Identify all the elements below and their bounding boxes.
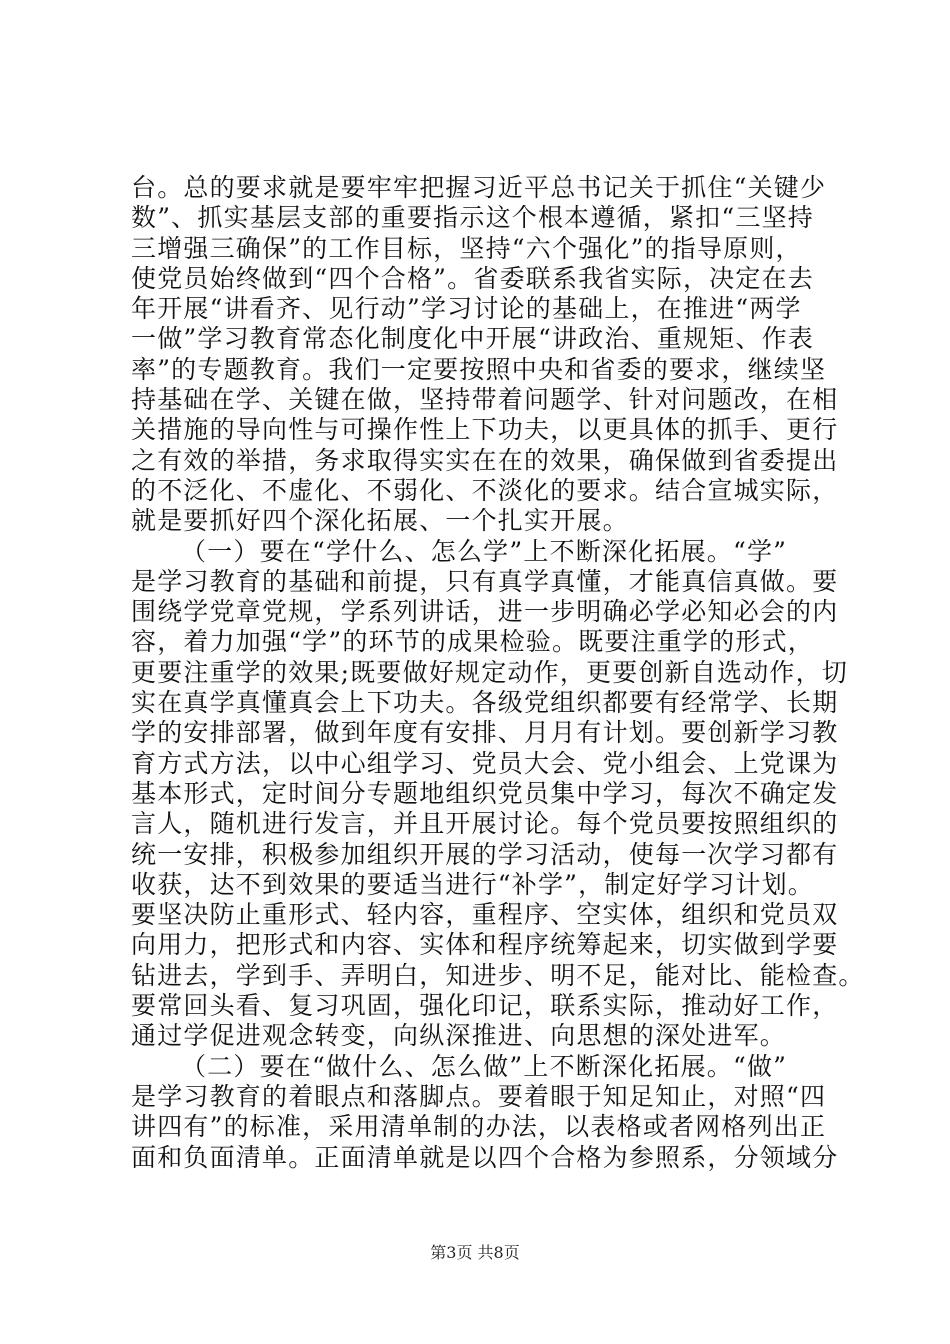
- text-line: 关措施的导向性与可操作性上下功夫，以更具体的抓手、更行: [131, 415, 839, 445]
- text-line: 要常回头看、复习巩固，强化印记，联系实际，推动好工作，: [131, 991, 839, 1021]
- page-number: 第3页 共8页: [430, 1243, 520, 1262]
- text-line: 就是要抓好四个深化拓展、一个扎实开展。: [131, 506, 629, 536]
- text-line: 容，着力加强“学”的环节的成果检验。既要注重学的形式，: [131, 627, 814, 657]
- text-line: 的不泛化、不虚化、不弱化、不淡化的要求。结合宣城实际，: [131, 475, 839, 505]
- text-line: 使党员始终做到“四个合格”。省委联系我省实际，决定在去: [131, 263, 814, 293]
- text-line: 是学习教育的基础和前提，只有真学真懂，才能真信真做。要: [131, 566, 839, 596]
- text-line: 向用力，把形式和内容、实体和程序统筹起来，切实做到学要: [131, 930, 839, 960]
- text-line: 年开展“讲看齐、见行动”学习讨论的基础上，在推进“两学: [131, 294, 802, 324]
- text-line: 钻进去，学到手、弄明白，知进步、明不足，能对比、能检查。: [131, 960, 865, 990]
- text-line: 通过学促进观念转变，向纵深推进、向思想的深处进军。: [131, 1021, 787, 1051]
- text-line: 持基础在学、关键在做，坚持带着问题学、针对问题改，在相: [131, 385, 839, 415]
- text-line: 更要注重学的效果;既要做好规定动作，更要创新自选动作，切: [131, 657, 849, 687]
- text-line: 统一安排，积极参加组织开展的学习活动，使每一次学习都有: [131, 839, 839, 869]
- text-line: 讲四有”的标准，采用清单制的办法，以表格或者网格列出正: [131, 1112, 827, 1142]
- text-line: 面和负面清单。正面清单就是以四个合格为参照系，分领域分: [131, 1142, 839, 1172]
- text-line: 育方式方法，以中心组学习、党员大会、党小组会、上党课为: [131, 748, 839, 778]
- section-heading-line: （一）要在“学什么、怎么学”上不断深化拓展。“学”: [181, 536, 788, 566]
- text-line: 是学习教育的着眼点和落脚点。要着眼于知足知止，对照“四: [131, 1081, 827, 1111]
- text-line: 要坚决防止重形式、轻内容，重程序、空实体，组织和党员双: [131, 900, 839, 930]
- text-line: 基本形式，定时间分专题地组织党员集中学习，每次不确定发: [131, 778, 839, 808]
- text-line: 率”的专题教育。我们一定要按照中央和省委的要求，继续坚: [131, 354, 827, 384]
- document-body: [131, 173, 865, 1173]
- text-line: 收获，达不到效果的要适当进行“补学”，制定好学习计划。: [131, 869, 814, 899]
- page-footer: [0, 1243, 950, 1263]
- text-line: 一做”学习教育常态化制度化中开展“讲政治、重规矩、作表: [131, 324, 814, 354]
- text-line: 台。总的要求就是要牢牢把握习近平总书记关于抓住“关键少: [131, 173, 827, 202]
- text-line: 实在真学真懂真会上下功夫。各级党组织都要有经常学、长期: [131, 688, 839, 718]
- text-line: 数”、抓实基层支部的重要指示这个根本遵循，紧扣“三坚持: [131, 203, 814, 233]
- text-line: 学的安排部署，做到年度有安排、月月有计划。要创新学习教: [131, 718, 839, 748]
- text-line: 言人，随机进行发言，并且开展讨论。每个党员要按照组织的: [131, 809, 839, 839]
- text-line: 之有效的举措，务求取得实实在在的效果，确保做到省委提出: [131, 445, 839, 475]
- text-line: 三增强三确保”的工作目标，坚持“六个强化”的指导原则，: [131, 233, 802, 263]
- section-heading-line: （二）要在“做什么、怎么做”上不断深化拓展。“做”: [181, 1051, 788, 1081]
- text-line: 围绕学党章党规，学系列讲话，进一步明确必学必知必会的内: [131, 597, 839, 627]
